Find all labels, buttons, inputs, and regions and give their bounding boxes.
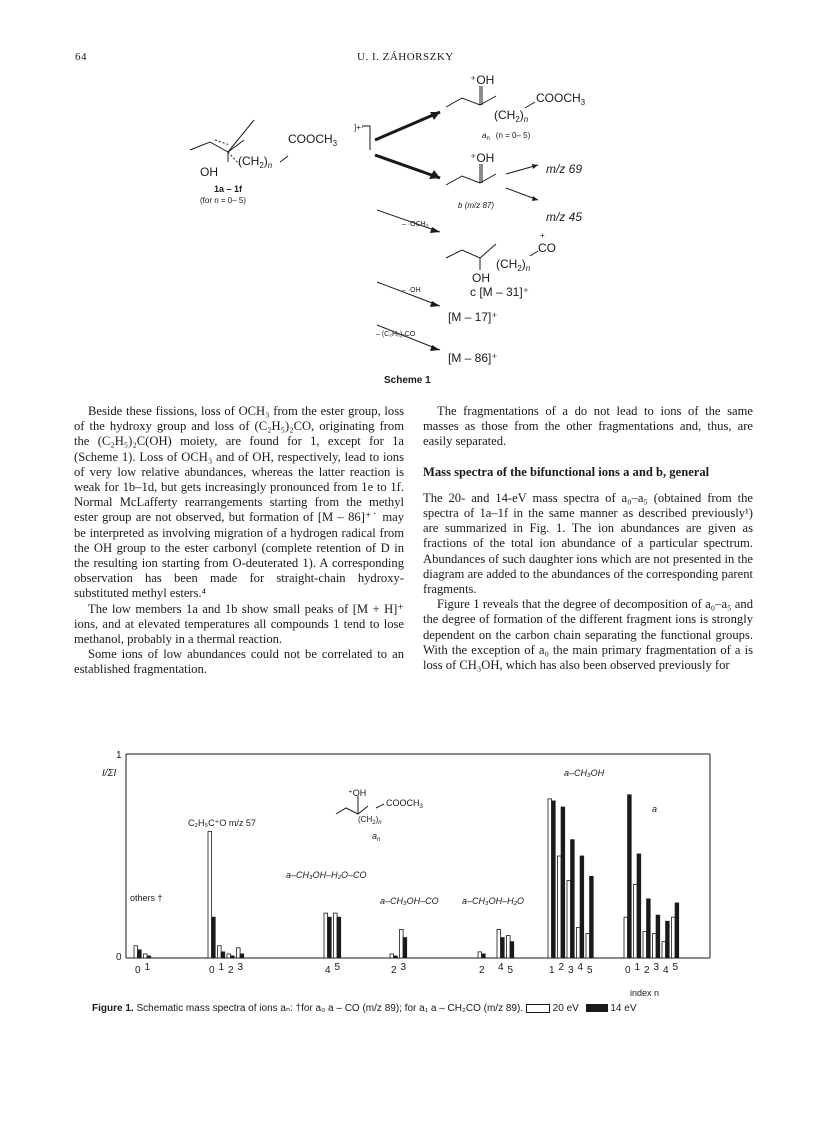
page-number: 64 (75, 51, 87, 63)
ytick-1: 1 (116, 750, 122, 761)
index-tick-g5-n2: 2 (558, 962, 565, 973)
annot-m57: C₂H₅C⁺O m/z 57 (188, 818, 256, 828)
scheme-caption: Scheme 1 (384, 375, 431, 386)
annot-a: a (652, 804, 658, 814)
index-tick-g5-n1: 1 (549, 965, 555, 976)
bar-g1-n3-ev20 (237, 948, 241, 958)
index-tick-g5-n3: 3 (568, 965, 574, 976)
bar-g6-n3-ev14 (656, 915, 660, 958)
bar-g6-n0-ev20 (624, 917, 628, 958)
bar-g6-n1-ev20 (634, 885, 638, 958)
svg-text:(CH2)n: $(CH_2)_n$ (358, 815, 382, 826)
x-axis-label: index n (630, 988, 660, 998)
ion-a-oh: ⁺OH (470, 73, 495, 87)
svg-text:an(n = 0– 5): $a_n$ (n = 0– 5) (482, 131, 531, 142)
bar-g5-n1-ev20 (548, 799, 552, 958)
legend-14ev-label: 14 eV (610, 1003, 637, 1014)
bar-g5-n4-ev14 (580, 856, 584, 958)
right-column (423, 404, 753, 673)
bar-g2-n4-ev20 (324, 913, 328, 958)
bar-g1-n2-ev20 (227, 954, 231, 958)
svg-text:+: + (540, 231, 545, 240)
svg-text:COOCH3: $COOCH_3$ (386, 798, 423, 810)
bar-g6-n5-ev14 (675, 903, 679, 958)
legend-14ev-swatch (586, 1004, 608, 1012)
index-tick-g5-n5: 5 (587, 965, 593, 976)
bar-g5-n2-ev20 (558, 856, 562, 958)
bar-g6-n1-ev14 (637, 854, 641, 958)
svg-text:(CH2)n: $(CH_2)_n$ (238, 154, 273, 170)
index-tick-g1-n0: 0 (209, 965, 215, 976)
bar-g3-n2-ev20 (390, 954, 394, 958)
running-title: U. I. ZÁHORSZKY (357, 51, 454, 63)
svg-text:COOCH3: $COOCH_3$ (288, 132, 338, 148)
bar-g3-n2-ev14 (394, 956, 398, 958)
right-paragraph-3: Figure 1 reveals that the degree of decomposition of a₀–a₅ and the degree of formation of the different fragment ions is strongly dependent on the carbon chain separating the functional groups. With the exception of a₀ the main primary fragmentation of a is loss of CH₃OH, which has also been observed previously for (423, 597, 753, 673)
scheme-1 (170, 70, 650, 390)
loss-oh: – ·OH (402, 287, 421, 294)
right-paragraph-2: The 20- and 14-eV mass spectra of a₀–a₅ (obtained from the spectra of 1a–1f in the same manner as described previously¹) are summarized in Fig. 1. The ion abundances are given as fractions of the total ion abundance of a particular spectrum. Abundances of such daughter ions which are not presented in the diagram are added to the abundances of the corresponding parent fragments. (423, 490, 753, 597)
bar-g0-n1-ev14 (147, 956, 151, 958)
index-tick-g6-n0: 0 (625, 965, 631, 976)
figure-caption-label: Figure 1. (92, 1003, 134, 1014)
bar-g0-n1-ev20 (144, 954, 148, 958)
mz69-label: m/z 69 (546, 162, 583, 176)
svg-text:an: $a_n$ (372, 831, 381, 843)
ion-c-label: c [M – 31]⁺ (470, 285, 530, 299)
bar-g1-n3-ev14 (240, 954, 244, 958)
index-tick-g6-n3: 3 (653, 962, 660, 973)
svg-text:(CH2)n: $(CH_2)_n$ (494, 108, 529, 124)
index-tick-g1-n1: 1 (218, 962, 225, 973)
index-tick-g2-n5: 5 (334, 962, 341, 973)
product-m86: [M – 86]⁺ (448, 351, 498, 365)
loss-et2co: – (C₂H₅)₂CO (376, 331, 416, 338)
bar-g5-n3-ev14 (571, 840, 575, 958)
ion-b-label: b (m/z 87) (458, 201, 495, 210)
loss-och3: – ·OCH₃ (402, 221, 429, 228)
bar-g6-n4-ev20 (662, 942, 666, 958)
bar-g1-n1-ev20 (218, 946, 222, 958)
bar-g5-n5-ev14 (590, 876, 594, 958)
index-tick-g4-n5: 5 (507, 965, 514, 976)
ion-b-oh: ⁺OH (470, 151, 495, 165)
bar-g3-n3-ev14 (403, 938, 407, 958)
y-axis-label: I/ΣI (102, 768, 117, 779)
figure-1-chart (100, 746, 730, 1006)
index-tick-g4-n4: 4 (498, 962, 504, 973)
bar-g6-n0-ev14 (628, 795, 632, 958)
ytick-0: 0 (116, 952, 122, 963)
left-paragraph-1: Beside these fissions, loss of OCH₃ from the ester group, loss of the hydroxy group and loss of (C₂H₅)₂CO, originating from the (C₂H₅)₂C(OH) moiety, are found for 1, except for 1a (Scheme 1). Loss of OCH₃ and of OH, respectively, lead to ions of very low relative abundances, whereas the latter reaction is weak for 1b–1d, but gets increasingly pronounced from 1e to 1f. Normal McLafferty rearrangements starting from the methyl ester group are not observed, but formation of [M – 86]⁺˙ may be interpreted as involving migration of a hydrogen radical from the OH group to the ester carbonyl (complete retention of D in the resulting ion starting from O-deuterated 1). A corresponding observation has been made for straight-chain hydroxy-substituted methyl esters.⁴ (74, 404, 404, 601)
left-column (74, 404, 404, 678)
tick-labels-layer (135, 962, 679, 976)
bar-g1-n2-ev14 (231, 956, 235, 958)
bar-g4-n4-ev20 (497, 929, 501, 958)
right-paragraph-1: The fragmentations of a do not lead to ions of the same masses as those from the other fragmentations and, thus, are easily separated. (423, 404, 753, 449)
bar-g5-n2-ev14 (561, 807, 565, 958)
product-m17: [M – 17]⁺ (448, 310, 498, 324)
bar-g6-n4-ev14 (666, 921, 670, 958)
left-paragraph-3: Some ions of low abundances could not be correlated to an established fragmentation. (74, 647, 404, 677)
index-tick-g1-n2: 2 (228, 965, 234, 976)
bar-g6-n2-ev20 (643, 931, 647, 958)
index-tick-g3-n2: 2 (391, 965, 397, 976)
bar-g5-n1-ev14 (552, 801, 556, 958)
annot-a-ch3oh-h2o: a–CH₃OH–H₂O (462, 896, 525, 906)
an-oh: ⁺OH (348, 788, 367, 798)
legend-20ev-label: 20 eV (552, 1003, 579, 1014)
figure-caption (92, 1003, 732, 1014)
index-tick-g2-n4: 4 (325, 965, 331, 976)
index-tick-g0-n0: 0 (135, 965, 141, 976)
annot-a-ch3oh-co: a–CH₃OH–CO (380, 896, 439, 906)
bar-g1-n0-ev20 (208, 832, 212, 958)
bar-g6-n5-ev20 (672, 917, 676, 958)
figure-caption-text: Schematic mass spectra of ions aₙ: †for a₀ a – CO (m/z 89); for a₁ a – CH₂CO (m/z 89). (136, 1003, 524, 1014)
svg-text:COOCH3: $COOCH_3$ (536, 91, 586, 107)
svg-text:(CH2)n: $(CH_2)_n$ (496, 257, 531, 273)
annot-others: others † (130, 893, 163, 903)
ion-c-co: CO (538, 241, 556, 255)
ion-c-oh: OH (472, 271, 490, 285)
parent-charge: ]+· (354, 123, 364, 132)
bar-g3-n3-ev20 (400, 929, 404, 958)
legend-20ev-swatch (526, 1004, 550, 1013)
parent-label: 1a – 1f (214, 184, 243, 194)
index-tick-g6-n2: 2 (644, 965, 650, 976)
bar-g4-n4-ev14 (501, 938, 505, 958)
bar-g6-n3-ev20 (653, 934, 657, 958)
bar-g2-n5-ev20 (334, 913, 338, 958)
annot-a-ch3oh-h2o-co: a–CH₃OH–H₂O–CO (286, 870, 367, 880)
bar-g5-n3-ev20 (567, 880, 571, 958)
bar-g1-n0-ev14 (212, 917, 216, 958)
bar-g1-n1-ev14 (221, 952, 225, 958)
index-tick-g6-n4: 4 (663, 965, 669, 976)
annot-a-ch3oh: a–CH₃OH (564, 768, 605, 778)
an-structure (336, 796, 384, 814)
index-tick-g5-n4: 4 (577, 962, 584, 973)
index-tick-g1-n3: 3 (237, 962, 244, 973)
index-tick-g6-n1: 1 (634, 962, 641, 973)
index-tick-g3-n3: 3 (400, 962, 407, 973)
bar-g5-n5-ev20 (586, 934, 590, 958)
left-paragraph-2: The low members 1a and 1b show small peaks of [M + H]⁺ ions, and at elevated temperatures all compounds 1 tend to lose methanol, probably in a thermal reaction. (74, 601, 404, 647)
index-tick-g0-n1: 1 (144, 962, 151, 973)
index-tick-g6-n5: 5 (672, 962, 679, 973)
bar-g5-n4-ev20 (577, 927, 581, 958)
bar-g4-n5-ev14 (510, 942, 514, 958)
bar-g4-n2-ev14 (482, 954, 486, 958)
bar-g2-n4-ev14 (328, 917, 332, 958)
bar-g0-n0-ev20 (134, 946, 138, 958)
index-tick-g4-n2: 2 (479, 965, 485, 976)
bar-g6-n2-ev14 (647, 899, 651, 958)
mz45-label: m/z 45 (546, 210, 583, 224)
bar-g0-n0-ev14 (138, 950, 142, 958)
parent-oh: OH (200, 165, 218, 179)
section-heading: Mass spectra of the bifunctional ions a and b, general (423, 464, 710, 479)
bar-g4-n2-ev20 (478, 952, 482, 958)
bar-g4-n5-ev20 (507, 936, 511, 958)
parent-range: (for n = 0– 5) (200, 196, 247, 205)
bar-g2-n5-ev14 (337, 917, 341, 958)
